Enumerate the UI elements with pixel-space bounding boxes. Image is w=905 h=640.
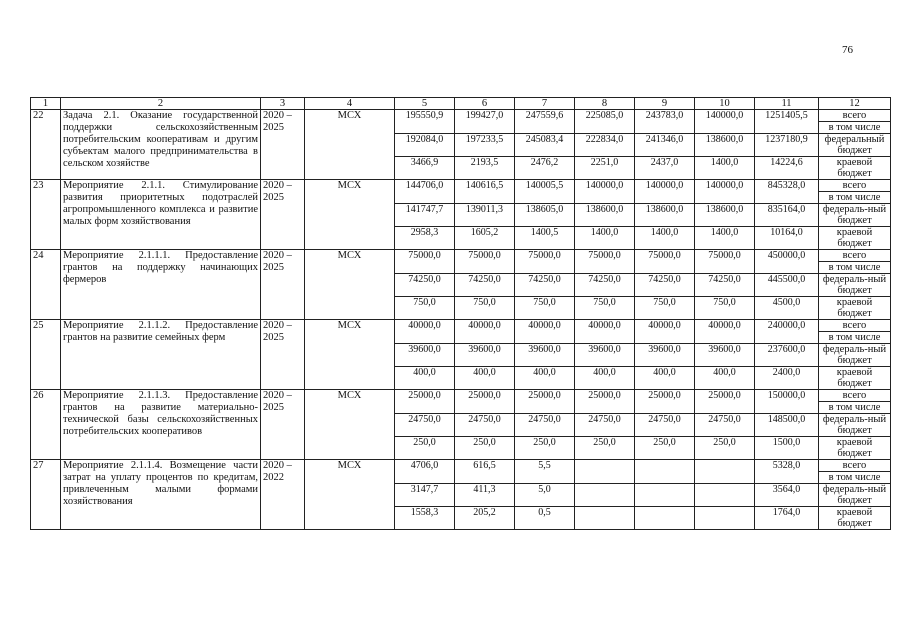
value-federal: 74250,0: [635, 274, 695, 297]
value-federal: 148500,0: [755, 414, 819, 437]
label-total: всего: [819, 390, 891, 402]
label-federal: федераль-ный бюджет: [819, 484, 891, 507]
label-total: всего: [819, 110, 891, 122]
value-regional: 1400,0: [635, 227, 695, 250]
value-total: 75000,0: [635, 250, 695, 274]
value-regional: 1558,3: [395, 507, 455, 530]
value-regional: 1400,5: [515, 227, 575, 250]
value-regional: 400,0: [395, 367, 455, 390]
value-federal: [575, 484, 635, 507]
value-total: 140000,0: [695, 180, 755, 204]
header-cell: 3: [261, 98, 305, 110]
label-regional: краевой бюджет: [819, 157, 891, 180]
row-description: Мероприятие 2.1.1.4. Возмещение части затрат на уплату процентов по кредитам, привлеченным малыми формами хозяйствования: [61, 460, 261, 530]
header-cell: 12: [819, 98, 891, 110]
row-executor: МСХ: [305, 320, 395, 390]
table-row: [31, 250, 891, 262]
header-cell: 2: [61, 98, 261, 110]
value-total: 616,5: [455, 460, 515, 484]
value-regional: 400,0: [695, 367, 755, 390]
value-federal: 39600,0: [635, 344, 695, 367]
label-total: всего: [819, 320, 891, 332]
label-total: всего: [819, 250, 891, 262]
row-description: Задача 2.1. Оказание государственной поддержки сельскохозяйственным потребительским кооперативам и другим субъектам малого предпринимательства в сельском хозяйстве: [61, 110, 261, 180]
value-federal: 74250,0: [575, 274, 635, 297]
row-description: Мероприятие 2.1.1.3. Предоставление грантов на развитие материально-технической базы сельскохозяйственных потребительских кооперативов: [61, 390, 261, 460]
header-cell: 9: [635, 98, 695, 110]
value-regional: 205,2: [455, 507, 515, 530]
value-regional: 2958,3: [395, 227, 455, 250]
value-federal: 74250,0: [395, 274, 455, 297]
row-number: 23: [31, 180, 61, 250]
row-period: 2020 – 2022: [261, 460, 305, 530]
row-period: 2020 – 2025: [261, 110, 305, 180]
value-federal: 241346,0: [635, 134, 695, 157]
value-regional: 750,0: [695, 297, 755, 320]
value-federal: 74250,0: [515, 274, 575, 297]
row-number: 27: [31, 460, 61, 530]
value-federal: 24750,0: [395, 414, 455, 437]
row-executor: МСХ: [305, 460, 395, 530]
value-total: 25000,0: [395, 390, 455, 414]
value-total: 25000,0: [515, 390, 575, 414]
value-regional: 14224,6: [755, 157, 819, 180]
label-regional: краевой бюджет: [819, 367, 891, 390]
value-total: 75000,0: [395, 250, 455, 274]
value-federal: 237600,0: [755, 344, 819, 367]
value-regional: 250,0: [635, 437, 695, 460]
row-number: 26: [31, 390, 61, 460]
value-federal: 24750,0: [575, 414, 635, 437]
budget-table: [30, 97, 891, 530]
table-row: [31, 320, 891, 332]
label-federal: федеральный бюджет: [819, 134, 891, 157]
value-total: 1251405,5: [755, 110, 819, 134]
value-federal: 24750,0: [455, 414, 515, 437]
value-regional: 1400,0: [695, 157, 755, 180]
header-cell: 11: [755, 98, 819, 110]
table-row: [31, 180, 891, 192]
label-including: в том числе: [819, 472, 891, 484]
value-federal: 5,0: [515, 484, 575, 507]
label-regional: краевой бюджет: [819, 507, 891, 530]
label-including: в том числе: [819, 402, 891, 414]
value-total: 140616,5: [455, 180, 515, 204]
value-federal: 138605,0: [515, 204, 575, 227]
value-regional: 750,0: [455, 297, 515, 320]
value-federal: 3564,0: [755, 484, 819, 507]
value-total: 5,5: [515, 460, 575, 484]
value-regional: 1764,0: [755, 507, 819, 530]
value-federal: 74250,0: [695, 274, 755, 297]
row-executor: МСХ: [305, 390, 395, 460]
value-regional: 1500,0: [755, 437, 819, 460]
value-federal: 138600,0: [635, 204, 695, 227]
value-total: 75000,0: [455, 250, 515, 274]
value-total: [695, 460, 755, 484]
value-total: 5328,0: [755, 460, 819, 484]
value-federal: 141747,7: [395, 204, 455, 227]
value-regional: 400,0: [455, 367, 515, 390]
value-regional: 1400,0: [575, 227, 635, 250]
header-cell: 8: [575, 98, 635, 110]
value-federal: [635, 484, 695, 507]
value-regional: 750,0: [515, 297, 575, 320]
value-federal: 3147,7: [395, 484, 455, 507]
value-total: 40000,0: [695, 320, 755, 344]
value-federal: [695, 484, 755, 507]
value-federal: 138600,0: [695, 204, 755, 227]
header-cell: 10: [695, 98, 755, 110]
label-federal: федераль-ный бюджет: [819, 344, 891, 367]
value-regional: 750,0: [575, 297, 635, 320]
row-period: 2020 – 2025: [261, 250, 305, 320]
value-regional: 10164,0: [755, 227, 819, 250]
value-total: 845328,0: [755, 180, 819, 204]
value-total: 75000,0: [695, 250, 755, 274]
row-number: 22: [31, 110, 61, 180]
value-total: 40000,0: [455, 320, 515, 344]
value-regional: 2400,0: [755, 367, 819, 390]
label-total: всего: [819, 460, 891, 472]
value-total: 75000,0: [515, 250, 575, 274]
row-executor: МСХ: [305, 110, 395, 180]
label-total: всего: [819, 180, 891, 192]
label-including: в том числе: [819, 192, 891, 204]
label-including: в том числе: [819, 332, 891, 344]
value-federal: 1237180,9: [755, 134, 819, 157]
value-regional: 2193,5: [455, 157, 515, 180]
value-total: 199427,0: [455, 110, 515, 134]
value-regional: 250,0: [455, 437, 515, 460]
value-regional: 4500,0: [755, 297, 819, 320]
value-federal: 835164,0: [755, 204, 819, 227]
value-regional: 400,0: [515, 367, 575, 390]
value-regional: 750,0: [395, 297, 455, 320]
value-regional: 1400,0: [695, 227, 755, 250]
value-federal: 39600,0: [575, 344, 635, 367]
row-period: 2020 – 2025: [261, 320, 305, 390]
value-total: 247559,6: [515, 110, 575, 134]
value-total: 25000,0: [695, 390, 755, 414]
table-row: [31, 110, 891, 122]
row-number: 24: [31, 250, 61, 320]
table-row: [31, 390, 891, 402]
value-federal: 74250,0: [455, 274, 515, 297]
value-total: 75000,0: [575, 250, 635, 274]
value-total: 140000,0: [695, 110, 755, 134]
value-federal: 245083,4: [515, 134, 575, 157]
value-regional: 750,0: [635, 297, 695, 320]
row-period: 2020 – 2025: [261, 180, 305, 250]
row-number: 25: [31, 320, 61, 390]
value-federal: 39600,0: [515, 344, 575, 367]
value-total: 40000,0: [575, 320, 635, 344]
value-regional: 250,0: [575, 437, 635, 460]
value-total: [575, 460, 635, 484]
value-regional: 2476,2: [515, 157, 575, 180]
value-total: 40000,0: [635, 320, 695, 344]
value-regional: 1605,2: [455, 227, 515, 250]
header-row: [31, 98, 891, 110]
value-regional: 400,0: [575, 367, 635, 390]
value-federal: 411,3: [455, 484, 515, 507]
value-regional: 250,0: [395, 437, 455, 460]
value-total: 195550,9: [395, 110, 455, 134]
row-description: Мероприятие 2.1.1. Стимулирование развития приоритетных подотраслей агропромышленного комплекса и развитие малых форм хозяйствования: [61, 180, 261, 250]
header-cell: 4: [305, 98, 395, 110]
value-total: 140000,0: [575, 180, 635, 204]
value-total: 243783,0: [635, 110, 695, 134]
value-regional: [695, 507, 755, 530]
value-total: 140005,5: [515, 180, 575, 204]
value-total: 40000,0: [515, 320, 575, 344]
value-regional: 2251,0: [575, 157, 635, 180]
label-federal: федераль-ный бюджет: [819, 274, 891, 297]
row-period: 2020 – 2025: [261, 390, 305, 460]
label-regional: краевой бюджет: [819, 437, 891, 460]
value-regional: [575, 507, 635, 530]
value-total: 140000,0: [635, 180, 695, 204]
value-federal: 24750,0: [695, 414, 755, 437]
value-federal: 197233,5: [455, 134, 515, 157]
label-regional: краевой бюджет: [819, 297, 891, 320]
value-regional: 0,5: [515, 507, 575, 530]
value-total: 25000,0: [575, 390, 635, 414]
row-executor: МСХ: [305, 180, 395, 250]
value-federal: 445500,0: [755, 274, 819, 297]
value-federal: 39600,0: [395, 344, 455, 367]
row-executor: МСХ: [305, 250, 395, 320]
value-total: 240000,0: [755, 320, 819, 344]
table-row: [31, 460, 891, 472]
value-total: [635, 460, 695, 484]
value-regional: [635, 507, 695, 530]
label-federal: федераль-ный бюджет: [819, 414, 891, 437]
page-number: 76: [842, 44, 853, 56]
value-federal: 24750,0: [515, 414, 575, 437]
value-total: 144706,0: [395, 180, 455, 204]
value-total: 225085,0: [575, 110, 635, 134]
header-cell: 5: [395, 98, 455, 110]
value-federal: 222834,0: [575, 134, 635, 157]
value-regional: 3466,9: [395, 157, 455, 180]
value-regional: 250,0: [515, 437, 575, 460]
value-federal: 39600,0: [695, 344, 755, 367]
value-total: 450000,0: [755, 250, 819, 274]
label-including: в том числе: [819, 262, 891, 274]
value-federal: 192084,0: [395, 134, 455, 157]
value-total: 25000,0: [455, 390, 515, 414]
value-total: 25000,0: [635, 390, 695, 414]
value-regional: 400,0: [635, 367, 695, 390]
label-federal: федераль-ный бюджет: [819, 204, 891, 227]
label-regional: краевой бюджет: [819, 227, 891, 250]
value-federal: 24750,0: [635, 414, 695, 437]
value-federal: 138600,0: [695, 134, 755, 157]
header-cell: 1: [31, 98, 61, 110]
value-total: 150000,0: [755, 390, 819, 414]
header-cell: 7: [515, 98, 575, 110]
label-including: в том числе: [819, 122, 891, 134]
value-regional: 250,0: [695, 437, 755, 460]
header-cell: 6: [455, 98, 515, 110]
value-total: 40000,0: [395, 320, 455, 344]
row-description: Мероприятие 2.1.1.2. Предоставление грантов на развитие семейных ферм: [61, 320, 261, 390]
value-total: 4706,0: [395, 460, 455, 484]
value-federal: 139011,3: [455, 204, 515, 227]
row-description: Мероприятие 2.1.1.1. Предоставление грантов на поддержку начинающих фермеров: [61, 250, 261, 320]
value-federal: 39600,0: [455, 344, 515, 367]
value-federal: 138600,0: [575, 204, 635, 227]
value-regional: 2437,0: [635, 157, 695, 180]
